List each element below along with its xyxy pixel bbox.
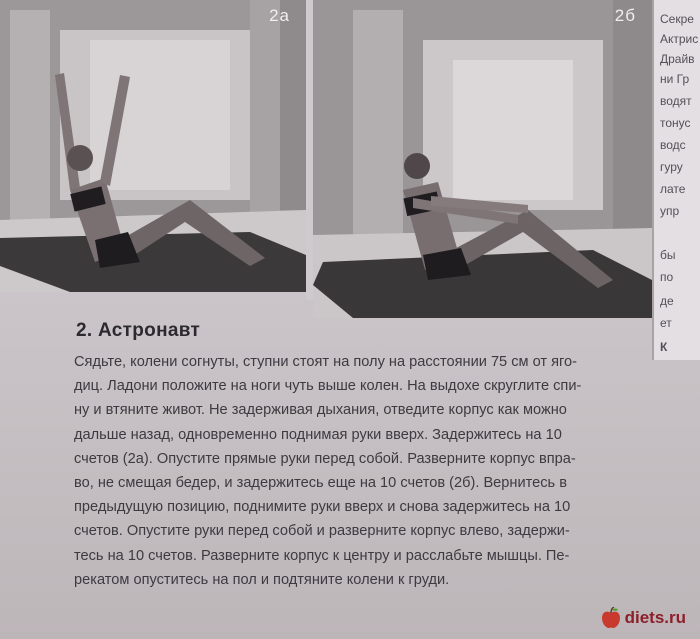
text-line: ну и втяните живот. Не задерживая дыхания, отведите корпус как можно (74, 402, 567, 419)
text-line: диц. Ладони положите на ноги чуть выше колен. На выдохе скруглите спи- (74, 378, 582, 395)
sidebar-line: Драйв (660, 52, 695, 66)
photo-label-2b: 2б (614, 6, 636, 25)
exercise-description (74, 350, 682, 592)
photo-2b-illustration (313, 0, 652, 318)
text-line: предыдущую позицию, поднимите руки вверх и снова задержитесь на 10 (74, 499, 571, 516)
sidebar-column (652, 0, 700, 360)
sidebar-line: ни Гр (660, 72, 690, 86)
sidebar-line: водс (660, 138, 686, 152)
sidebar-line: гуру (660, 160, 683, 174)
text-line: счетов (2а). Опустите прямые руки перед собой. Разверните корпус впра- (74, 450, 576, 467)
sidebar-line: ет (660, 316, 672, 330)
exercise-heading: 2. Астронавт (76, 320, 201, 341)
photo-label-2a: 2а (269, 6, 290, 25)
text-line: дальше назад, одновременно поднимая руки вверх. Задержитесь на 10 (74, 426, 562, 443)
sidebar-line: Актрис (660, 32, 699, 46)
photo-2a-illustration (0, 0, 306, 292)
sidebar-line: бы (660, 248, 676, 262)
apple-icon (601, 607, 621, 629)
text-line: тесь на 10 счетов. Разверните корпус к центру и расслабьте мышцы. Пе- (74, 547, 570, 564)
text-line: счетов. Опустите руки перед собой и разверните корпус влево, задержи- (74, 523, 570, 540)
exercise-photo-2b (313, 0, 652, 318)
exercise-photo-2a (0, 0, 306, 292)
photo-divider (306, 0, 313, 300)
sidebar-line: Секре (660, 12, 694, 26)
sidebar-line: по (660, 270, 674, 284)
sidebar-line: водят (660, 94, 692, 108)
watermark-text: diets.ru (624, 608, 686, 627)
sidebar-line: лате (660, 182, 686, 196)
text-line: рекатом опуститесь на пол и подтяните колени к груди. (74, 571, 450, 588)
sidebar-line: упр (660, 204, 680, 218)
sidebar-line: тонус (660, 116, 691, 130)
text-line: во, не смещая бедер, и задержитесь еще на 10 счетов (2б). Вернитесь в (74, 475, 567, 492)
sidebar-line: К (660, 340, 668, 354)
sidebar-line: де (660, 294, 674, 308)
text-line: Сядьте, колени согнуты, ступни стоят на полу на расстоянии 75 см от яго- (74, 354, 578, 370)
site-watermark (601, 607, 686, 629)
